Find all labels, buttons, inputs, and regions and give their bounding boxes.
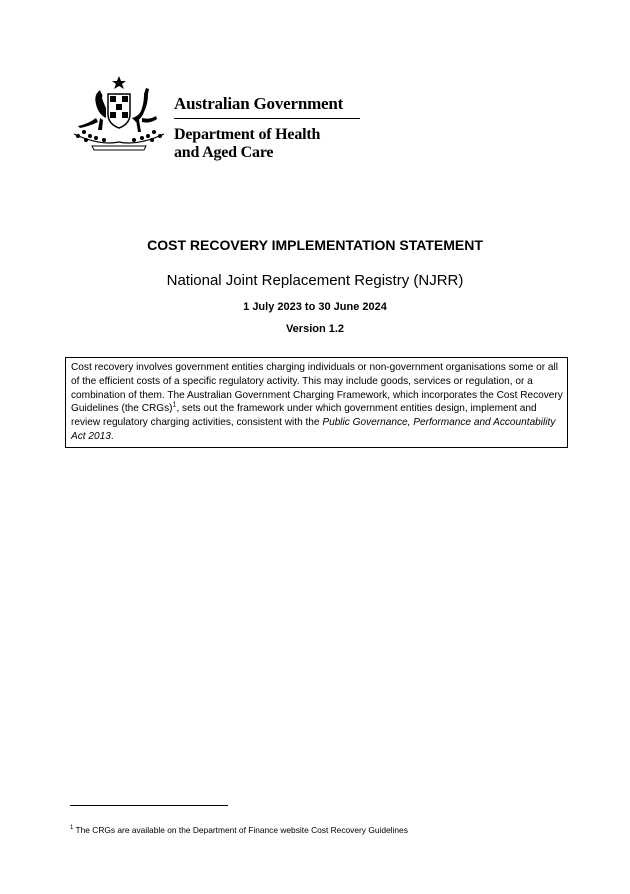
coat-of-arms-icon	[70, 74, 168, 154]
government-logo	[70, 74, 362, 166]
footnote-marker: 1	[70, 825, 74, 832]
footnote-text: The CRGs are available on the Department of Finance website Cost Recovery Guidelines	[73, 825, 408, 835]
document-subtitle: National Joint Replacement Registry (NJRR)	[166, 272, 464, 289]
department-line-1: Department of Health	[174, 126, 321, 143]
document-title: COST RECOVERY IMPLEMENTATION STATEMENT	[147, 237, 483, 253]
department-line-2: and Aged Care	[174, 144, 274, 161]
logo-divider	[174, 118, 360, 119]
intro-text-part2: , sets out the framework under which government entities design, implement and review regulatory charging activities, consistent with the	[71, 403, 537, 429]
footnote-reference[interactable]: 1	[172, 402, 177, 410]
document-version: Version 1.2	[285, 323, 345, 335]
department-name	[174, 126, 320, 162]
reporting-period: 1 July 2023 to 30 June 2024	[243, 301, 387, 313]
act-name: Public Governance, Performance and Accountability Act 2013	[71, 417, 556, 442]
government-name: Australian Government	[174, 94, 344, 113]
footnote-separator	[70, 805, 228, 806]
intro-text-end: .	[110, 430, 114, 442]
intro-text-box	[65, 357, 568, 448]
footnote	[70, 825, 408, 835]
intro-text-part1: Cost recovery involves government entities charging individuals or non-government organisations some or all of the efficient costs of a specific regulatory activity. This may include goods, services or regulation, or a combination of them. The Australian Government Charging Framework, which incorporates the Cost Recovery Guidelines (the CRGs)	[71, 362, 563, 415]
